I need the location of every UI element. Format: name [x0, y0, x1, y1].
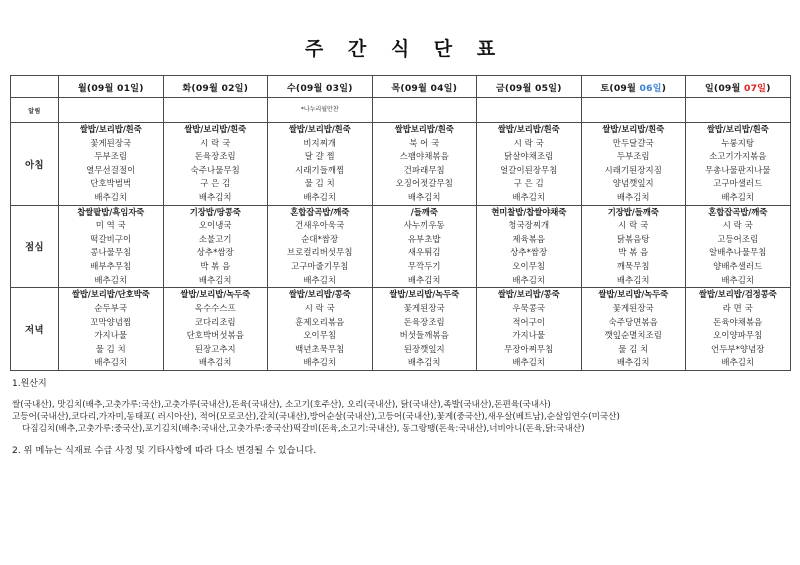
menu-dish: /들깨죽	[410, 206, 438, 217]
menu-dish: 고등어조림	[717, 233, 759, 244]
header-month-monday: 09월	[91, 82, 114, 94]
header-date-saturday: 06일	[639, 82, 662, 94]
menu-dish: 소고기가지볶음	[709, 151, 767, 162]
menu-dish: 상추*쌈장	[510, 247, 548, 258]
header-day-saturday: 토(09월 06일)	[581, 76, 686, 98]
menu-dish: 박 볶 음	[200, 261, 231, 272]
menu-dish: 시 락 국	[200, 137, 231, 148]
menu-dish: 오징어젓갈무침	[395, 178, 453, 189]
menu-dish: 라 면 국	[722, 302, 753, 313]
menu-dish: 브로컬리버섯무침	[286, 247, 353, 258]
menu-dish: 배추김치	[303, 274, 337, 285]
menu-dish: 찹쌀팥밥/흑임자죽	[77, 206, 145, 217]
menu-dish: 꼬막양념찜	[90, 316, 132, 327]
menu-dish: 배추김치	[512, 192, 546, 203]
menu-dish: 깻잎순멸치조림	[604, 330, 662, 341]
origin-line-3: 다짐김치(배추,고춧가루:중국산),포기김치(배추:국내산,고춧가루:중국산)떡갈비(돈육,소고기:국내산), 동그랑땡(돈육:국내산),너비아니(돈육,닭:국내산)	[22, 424, 585, 435]
meal-cell-breakfast-sunday	[686, 123, 791, 206]
row-label-lunch: 점심	[11, 205, 59, 288]
menu-dish: 박 볶 음	[618, 247, 649, 258]
header-month-sunday: 09월	[718, 82, 741, 94]
header-day-thursday: 목(09월 04일)	[372, 76, 477, 98]
menu-dish: 두부조림	[94, 151, 128, 162]
menu-dish: 가지나물	[512, 330, 546, 341]
menu-dish: 쌀밥/보리밥/흰죽	[184, 124, 247, 134]
header-dow-tuesday: 화	[182, 82, 192, 94]
menu-dish: 무깍두기	[407, 261, 441, 272]
menu-dish: 고구마줄기무침	[291, 261, 349, 272]
meal-cell-dinner-thursday	[372, 288, 477, 371]
menu-dish: 물 김 치	[618, 343, 649, 354]
menu-dish: 쌀밥/보리밥/흰죽	[497, 124, 560, 134]
menu-dish: 북 어 국	[409, 137, 440, 148]
menu-dish: 오이무침	[303, 330, 337, 341]
breakfast-row	[11, 123, 791, 206]
menu-dish: 숙주나물무침	[190, 164, 240, 175]
header-dow-monday: 월	[77, 82, 87, 94]
meal-cell-breakfast-tuesday	[163, 123, 268, 206]
header-day-sunday: 일(09월 07일)	[686, 76, 791, 98]
meal-cell-dinner-monday	[59, 288, 164, 371]
notice-cell-saturday	[581, 98, 686, 123]
menu-dish: 혼합잡곡밥/깨죽	[290, 206, 350, 217]
menu-dish: 쌀밥/보리밥/흰죽	[288, 124, 351, 134]
meal-cell-breakfast-wednesday	[268, 123, 373, 206]
menu-dish: 쌀밥/보리밥/흰죽	[79, 124, 142, 134]
lunch-row	[11, 205, 791, 288]
menu-dish: 시 락 국	[618, 220, 649, 231]
menu-dish: 닭볶음탕	[616, 233, 650, 244]
menu-dish: 얼갈이된장무침	[500, 164, 558, 175]
menu-dish: 새우튀김	[407, 247, 441, 258]
header-month-thursday: 09월	[404, 82, 428, 94]
meal-cell-lunch-saturday	[581, 205, 686, 288]
header-day-monday: 월(09월 01일)	[59, 76, 164, 98]
menu-dish: 시 락 국	[304, 302, 335, 313]
menu-dish: 기장밥/땅콩죽	[189, 206, 241, 217]
menu-dish: 훈제오리볶음	[295, 316, 345, 327]
header-date-friday: 05일	[534, 82, 558, 94]
menu-dish: 시래기된장지짐	[604, 164, 662, 175]
menu-dish: 가지나물	[94, 330, 128, 341]
menu-dish: 양념깻잎지	[612, 178, 654, 189]
header-dow-saturday: 토	[600, 82, 610, 94]
menu-dish: 쌀밥/보리밥/녹두죽	[180, 289, 251, 300]
row-label-notice: 알림	[11, 98, 59, 123]
menu-dish: 구 은 김	[513, 178, 544, 189]
menu-dish: 배추김치	[616, 357, 650, 368]
menu-dish: 배추김치	[303, 192, 337, 203]
menu-dish: 배추김치	[512, 357, 546, 368]
menu-dish: 꽃게된장국	[403, 302, 445, 313]
notice-cell-monday	[59, 98, 164, 123]
menu-dish: 숙주당면볶음	[608, 316, 658, 327]
menu-dish: 콩나물무침	[90, 247, 132, 258]
menu-dish: 순대*쌈장	[301, 233, 339, 244]
header-day-friday: 금(09월 05일)	[477, 76, 582, 98]
menu-dish: 쌀밥보리밥/흰죽	[394, 124, 454, 134]
table-header-row	[11, 76, 791, 98]
menu-dish: 배추김치	[198, 274, 232, 285]
header-dow-wednesday: 수	[286, 82, 296, 94]
menu-dish: 물 김 치	[304, 178, 335, 189]
menu-dish: 배추김치	[94, 357, 128, 368]
menu-dish: 청국장찌개	[508, 220, 550, 231]
menu-dish: 순두부국	[94, 302, 128, 313]
header-month-saturday: 09월	[613, 82, 637, 94]
meal-cell-breakfast-thursday	[372, 123, 477, 206]
menu-dish: 배추김치	[303, 357, 337, 368]
menu-dish: 건파래무침	[403, 164, 445, 175]
menu-dish: 소불고기	[198, 233, 232, 244]
menu-dish: 시래기들깨찜	[295, 164, 345, 175]
header-month-tuesday: 09월	[195, 82, 219, 94]
meal-cell-breakfast-friday	[477, 123, 582, 206]
menu-dish: 배추김치	[198, 192, 232, 203]
menu-dish: 무총나물판지나물	[704, 164, 771, 175]
header-date-monday: 01일	[116, 82, 140, 94]
menu-dish: 쌀밥/보리밥/검정콩죽	[698, 289, 777, 300]
notice-row	[11, 98, 791, 123]
header-dow-friday: 금	[495, 82, 505, 94]
header-date-tuesday: 02일	[221, 82, 244, 94]
notice-cell-sunday	[686, 98, 791, 123]
menu-dish: 언두부*양념장	[711, 343, 765, 354]
meal-cell-lunch-wednesday	[268, 205, 373, 288]
header-day-tuesday: 화(09월 02일)	[163, 76, 268, 98]
menu-dish: 시 락 국	[513, 137, 544, 148]
origin-line-2: 고등어(국내산),코다리,가자미,동태포( 러시아산), 적어(모로코산),갈치(국내산),방어순살(국내산),고등어(국내산),꽃게(중국산),새우살(베트남),순살임연수(미국산)	[12, 411, 620, 422]
menu-dish: 배추김치	[198, 357, 232, 368]
menu-dish: 물 김 치	[95, 343, 126, 354]
menu-dish: 배추김치	[616, 274, 650, 285]
menu-dish: 배추김치	[721, 192, 755, 203]
menu-dish: 버섯들깨볶음	[399, 330, 449, 341]
header-dow-sunday: 일	[704, 82, 714, 94]
menu-dish: 쌀밥/보리밥/흰죽	[706, 124, 769, 134]
meal-cell-lunch-tuesday	[163, 205, 268, 288]
notice-cell-friday	[477, 98, 582, 123]
menu-dish: 꽃게된장국	[612, 302, 654, 313]
menu-dish: 우묵콩국	[512, 302, 546, 313]
menu-dish: 누룽지탕	[721, 137, 755, 148]
page-title: 주 간 식 단 표	[304, 38, 505, 60]
notice-cell-wednesday	[268, 98, 373, 123]
meal-cell-dinner-friday	[477, 288, 582, 371]
menu-dish: 닭살야채조림	[504, 151, 554, 162]
menu-dish: 건새우아욱국	[295, 220, 345, 231]
menu-dish: 돈육장조림	[403, 316, 445, 327]
meal-cell-lunch-monday	[59, 205, 164, 288]
notice-cell-tuesday	[163, 98, 268, 123]
menu-dish: 스팸야채볶음	[399, 151, 449, 162]
menu-dish: 오이양파무침	[713, 330, 763, 341]
meal-cell-dinner-saturday	[581, 288, 686, 371]
menu-dish: 쌀밥/보리밥/단호박죽	[71, 289, 150, 300]
menu-dish: 백년초묵무침	[295, 343, 345, 354]
menu-dish: 두부조림	[616, 151, 650, 162]
header-dow-thursday: 목	[391, 82, 401, 94]
menu-dish: 적어구이	[512, 316, 546, 327]
menu-change-note: 2. 위 메뉴는 식재료 수급 사정 및 기타사항에 따라 다소 변경될 수 있습니다.	[12, 445, 317, 457]
menu-dish: 배추김치	[721, 357, 755, 368]
notice-cell-thursday	[372, 98, 477, 123]
meal-cell-breakfast-monday	[59, 123, 164, 206]
menu-dish: 열무선걸절이	[86, 164, 136, 175]
menu-dish: 단호박버섯볶음	[186, 330, 244, 341]
menu-dish: 깨묵무침	[616, 261, 650, 272]
menu-dish: 무장아찌무침	[504, 343, 554, 354]
meal-cell-dinner-wednesday	[268, 288, 373, 371]
origin-line-1: 쌀(국내산), 맛김치(배추,고춧가루:국산),고춧가루(국내산),돈육(국내산), 소고기(호주산), 오리(국내산), 닭(국내산),족발(국내산),돈편육(국내사)	[12, 399, 551, 410]
menu-dish: 떡갈비구이	[90, 233, 132, 244]
menu-dish: 오이무침	[512, 261, 546, 272]
menu-dish: 현미찰밥/찹쌀야채죽	[491, 206, 567, 217]
header-date-wednesday: 03일	[325, 82, 349, 94]
meal-cell-dinner-sunday	[686, 288, 791, 371]
menu-dish: 배추김치	[407, 357, 441, 368]
menu-dish: 고구마샐러드	[713, 178, 763, 189]
notice-text-wednesday: *나누리월만찬	[300, 106, 339, 114]
meal-cell-breakfast-saturday	[581, 123, 686, 206]
menu-dish: 쌀밥/보리밥/흰죽	[602, 124, 665, 134]
row-label-breakfast: 아침	[11, 123, 59, 206]
header-day-wednesday: 수(09월 03일)	[268, 76, 373, 98]
menu-dish: 된장깻잎지	[403, 343, 445, 354]
menu-dish: 시 락 국	[722, 220, 753, 231]
menu-dish: 코다리조림	[194, 316, 236, 327]
footer-notes	[10, 378, 790, 457]
weekly-menu-table	[10, 75, 791, 371]
origin-title: 1.원산지	[12, 378, 47, 389]
header-date-thursday: 04일	[430, 82, 453, 94]
menu-dish: 된장고추지	[194, 343, 236, 354]
header-corner-cell	[11, 76, 59, 98]
menu-dish: 비지찌개	[303, 137, 337, 148]
menu-dish: 옥수수스프	[194, 302, 236, 313]
menu-dish: 배부추무침	[90, 261, 132, 272]
header-month-wednesday: 09월	[300, 82, 323, 94]
menu-dish: 단호박범벅	[90, 178, 132, 189]
menu-dish: 돈육장조림	[194, 151, 236, 162]
menu-dish: 배추김치	[512, 274, 546, 285]
menu-dish: 만두달걀국	[612, 137, 654, 148]
menu-dish: 상추*쌈장	[196, 247, 234, 258]
menu-dish: 알배추나물무침	[709, 247, 767, 258]
meal-cell-lunch-sunday	[686, 205, 791, 288]
header-month-friday: 09월	[509, 82, 532, 94]
menu-dish: 배추김치	[407, 274, 441, 285]
menu-dish: 돈육야채볶음	[713, 316, 763, 327]
menu-dish: 미 역 국	[95, 220, 126, 231]
menu-dish: 쌀밥/보리밥/콩죽	[497, 289, 560, 300]
menu-dish: 제육볶음	[512, 233, 546, 244]
menu-dish: 양배추샐러드	[713, 261, 763, 272]
menu-dish: 오이냉국	[198, 220, 232, 231]
menu-dish: 배추김치	[407, 192, 441, 203]
menu-dish: 구 은 김	[200, 178, 231, 189]
menu-dish: 쌀밥/보리밥/녹두죽	[598, 289, 669, 300]
meal-cell-dinner-tuesday	[163, 288, 268, 371]
menu-dish: 배추김치	[94, 274, 128, 285]
menu-dish: 기장밥/들깨죽	[607, 206, 659, 217]
menu-dish: 꽃게된장국	[90, 137, 132, 148]
row-label-dinner: 저녁	[11, 288, 59, 371]
menu-dish: 배추김치	[616, 192, 650, 203]
meal-cell-lunch-friday	[477, 205, 582, 288]
menu-dish: 사누끼우동	[403, 220, 445, 231]
menu-dish: 혼합잡곡밥/깨죽	[708, 206, 768, 217]
menu-dish: 달 걀 찜	[304, 151, 335, 162]
menu-dish: 배추김치	[94, 192, 128, 203]
menu-dish: 쌀밥/보리밥/콩죽	[288, 289, 351, 300]
menu-dish: 유부초밥	[407, 233, 441, 244]
menu-dish: 배추김치	[721, 274, 755, 285]
header-date-sunday: 07일	[743, 82, 767, 94]
menu-dish: 쌀밥/보리밥/녹두죽	[389, 289, 460, 300]
meal-cell-lunch-thursday	[372, 205, 477, 288]
dinner-row	[11, 288, 791, 371]
